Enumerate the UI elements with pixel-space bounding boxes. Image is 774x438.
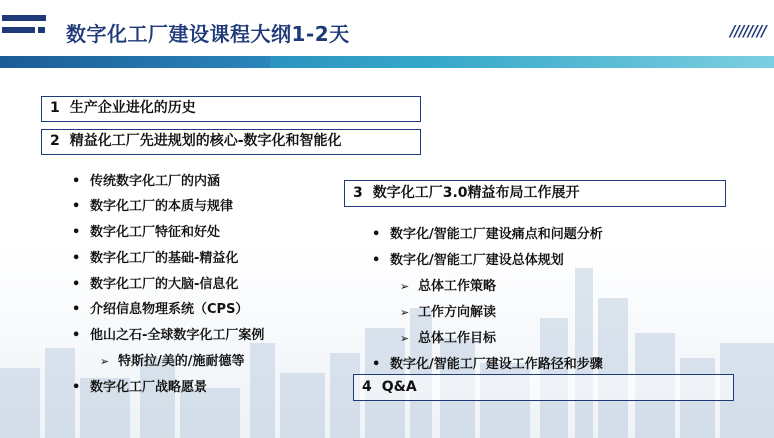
header-band bbox=[0, 56, 774, 68]
decorative-stripes: //////// bbox=[730, 22, 766, 40]
bullet-icon: • bbox=[72, 251, 81, 266]
bullet-icon: • bbox=[372, 253, 381, 268]
section-3-number: 3 bbox=[353, 185, 363, 201]
sub-list-item bbox=[400, 301, 496, 320]
section-1-box bbox=[41, 96, 421, 122]
arrow-bullet-icon: ➢ bbox=[100, 355, 110, 368]
list-item bbox=[72, 324, 264, 343]
bullet-icon: • bbox=[72, 199, 81, 214]
list-item-text: 数字化工厂特征和好处 bbox=[90, 225, 221, 240]
bullet-icon: • bbox=[372, 357, 381, 372]
list-item bbox=[72, 298, 248, 317]
list-item bbox=[372, 249, 564, 268]
list-item bbox=[372, 223, 603, 242]
list-item-text: 数字化工厂战略愿景 bbox=[90, 380, 208, 395]
list-item-text: 数字化/智能工厂建设工作路径和步骤 bbox=[390, 357, 603, 372]
section-3-box bbox=[344, 180, 726, 207]
bullet-icon: • bbox=[72, 302, 81, 317]
list-item-text: 数字化工厂的基础-精益化 bbox=[90, 251, 239, 266]
list-item bbox=[72, 170, 220, 189]
sub-list-item bbox=[400, 327, 496, 346]
bullet-icon: • bbox=[372, 227, 381, 242]
bullet-icon: • bbox=[72, 174, 81, 189]
section-2-label: 精益化工厂先进规划的核心-数字化和智能化 bbox=[69, 133, 342, 149]
section-3-label: 数字化工厂3.0精益布局工作展开 bbox=[372, 185, 580, 201]
list-item-text: 特斯拉/美的/施耐德等 bbox=[118, 354, 245, 369]
arrow-bullet-icon: ➢ bbox=[400, 306, 410, 319]
arrow-bullet-icon: ➢ bbox=[400, 332, 410, 345]
list-item-text: 他山之石-全球数字化工厂案例 bbox=[90, 328, 265, 343]
list-item-text: 数字化工厂的本质与规律 bbox=[90, 199, 234, 214]
sub-list-item bbox=[400, 275, 496, 294]
bullet-icon: • bbox=[72, 277, 81, 292]
section-1-number: 1 bbox=[50, 100, 60, 116]
section-4-box bbox=[353, 374, 734, 401]
bullet-icon: • bbox=[72, 225, 81, 240]
list-item-text: 传统数字化工厂的内涵 bbox=[90, 174, 221, 189]
list-item-text: 总体工作目标 bbox=[418, 331, 497, 346]
list-item bbox=[72, 195, 233, 214]
sub-list-item bbox=[100, 350, 245, 369]
list-item-text: 数字化工厂的大脑-信息化 bbox=[90, 277, 239, 292]
list-item bbox=[372, 353, 603, 372]
logo-bar-bottom bbox=[2, 27, 35, 33]
list-item bbox=[72, 247, 238, 266]
list-item-text: 数字化/智能工厂建设痛点和问题分析 bbox=[390, 227, 603, 242]
bullet-icon: • bbox=[72, 328, 81, 343]
section-4-label: Q&A bbox=[381, 379, 417, 395]
logo-bar-top bbox=[2, 15, 46, 21]
slide-title: 数字化工厂建设课程大纲1-2天 bbox=[66, 22, 350, 46]
arrow-bullet-icon: ➢ bbox=[400, 280, 410, 293]
list-item-text: 工作方向解读 bbox=[418, 305, 497, 320]
list-item-text: 介绍信息物理系统（CPS） bbox=[90, 302, 249, 317]
bullet-icon: • bbox=[72, 380, 81, 395]
section-2-box bbox=[41, 129, 421, 155]
list-item bbox=[72, 273, 238, 292]
list-item-text: 数字化/智能工厂建设总体规划 bbox=[390, 253, 564, 268]
section-4-number: 4 bbox=[362, 379, 372, 395]
logo-square bbox=[38, 27, 45, 33]
list-item-text: 总体工作策略 bbox=[418, 279, 497, 294]
list-item bbox=[72, 221, 220, 240]
section-2-number: 2 bbox=[50, 133, 60, 149]
list-item bbox=[72, 376, 207, 395]
section-1-label: 生产企业进化的历史 bbox=[69, 100, 196, 116]
